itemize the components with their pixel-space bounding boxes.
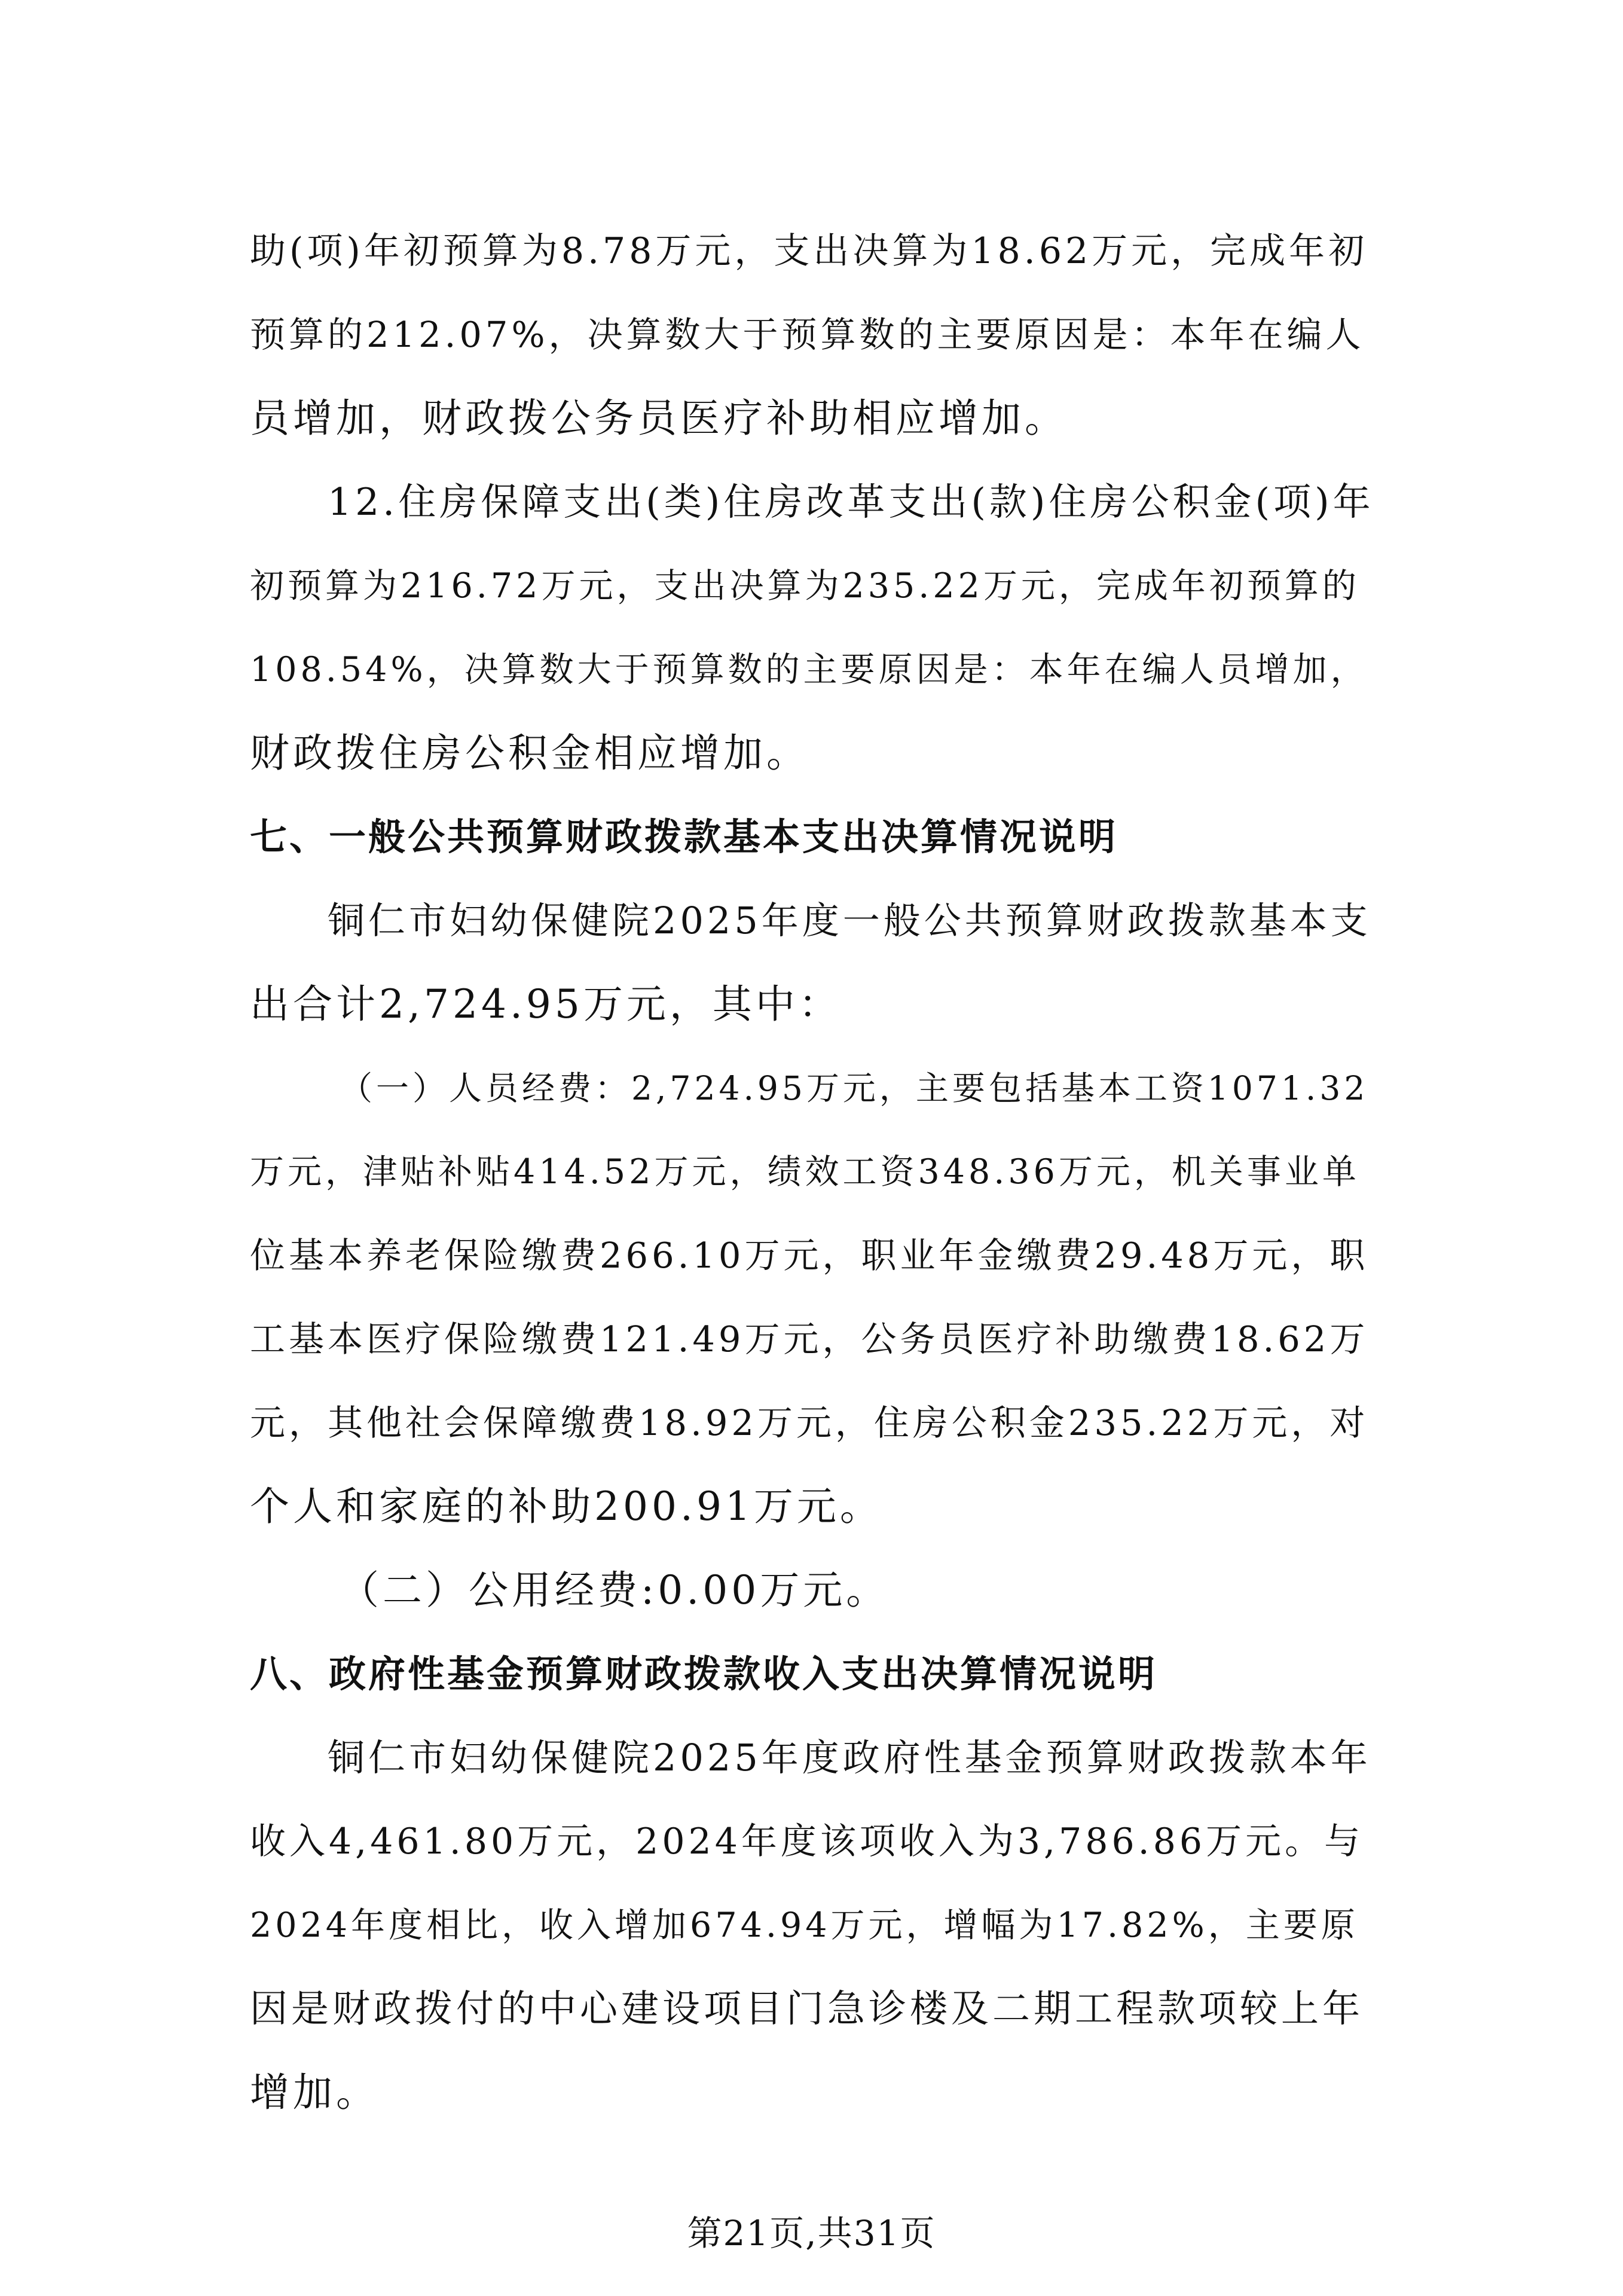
section-heading: 七、一般公共预算财政拨款基本支出决算情况说明 [250,815,1118,859]
paragraph-line: 因是财政拨付的中心建设项目门急诊楼及二期工程款项较上年 [250,1987,1364,2031]
paragraph-line: 财政拨住房公积金相应增加。 [250,730,809,776]
paragraph-line: 元，其他社会保障缴费18.92万元，住房公积金235.22万元，对 [250,1402,1369,1443]
paragraph-line: 初预算为216.72万元，支出决算为235.22万元，完成年初预算的 [250,566,1360,606]
paragraph-line: 出合计2,724.95万元，其中： [250,981,842,1027]
paragraph-line: 铜仁市妇幼保健院2025年度一般公共预算财政拨款基本支 [328,899,1371,942]
paragraph-line: 108.54%，决算数大于预算数的主要原因是：本年在编人员增加， [250,650,1368,689]
paragraph-line: （一）人员经费：2,724.95万元，主要包括基本工资1071.32 [340,1069,1369,1107]
paragraph-line: 助(项)年初预算为8.78万元，支出决算为18.62万元，完成年初 [250,230,1368,272]
paragraph-line: 个人和家庭的补助200.91万元。 [250,1483,883,1529]
paragraph-line: 预算的212.07%，决算数大于预算数的主要原因是：本年在编人 [250,314,1365,355]
paragraph-line: 铜仁市妇幼保健院2025年度政府性基金预算财政拨款本年 [328,1736,1371,1779]
paragraph-line: （二）公用经费:0.00万元。 [340,1567,890,1613]
paragraph-line: 位基本养老保险缴费266.10万元，职业年金缴费29.48万元，职 [250,1235,1369,1276]
section-heading: 八、政府性基金预算财政拨款收入支出决算情况说明 [250,1652,1158,1696]
paragraph-line: 增加。 [250,2069,379,2115]
paragraph-line: 2024年度相比，收入增加674.94万元，增幅为17.82%，主要原 [250,1906,1359,1945]
paragraph-line: 工基本医疗保险缴费121.49万元，公务员医疗补助缴费18.62万 [250,1318,1369,1360]
page-number: 第21页,共31页 [687,2213,936,2254]
paragraph-line: 收入4,461.80万元，2024年度该项收入为3,786.86万元。与 [250,1821,1364,1863]
paragraph-line: 员增加，财政拨公务员医疗补助相应增加。 [250,395,1068,441]
paragraph-line: 12.住房保障支出(类)住房改革支出(款)住房公积金(项)年 [328,480,1374,524]
paragraph-line: 万元，津贴补贴414.52万元，绩效工资348.36万元，机关事业单 [250,1152,1360,1192]
